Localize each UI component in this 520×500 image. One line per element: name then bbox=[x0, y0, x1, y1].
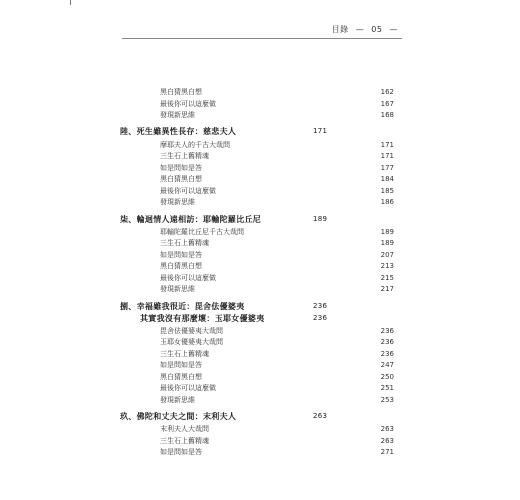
toc-entry-title: 三生石上舊精魂 bbox=[160, 350, 209, 358]
toc-entry-title: 黑白猜黑白想 bbox=[160, 373, 202, 381]
toc-entry-page: 168 bbox=[380, 111, 394, 119]
toc-entry[interactable] bbox=[160, 326, 394, 337]
chapter-title: 陸、死生雖異性長存：慈悲夫人 bbox=[120, 127, 237, 136]
toc-entry[interactable] bbox=[160, 186, 394, 197]
toc-entry-page: 263 bbox=[380, 425, 394, 433]
header-dash-right: — bbox=[389, 25, 398, 34]
toc-entry-title: 最後你可以這麼做 bbox=[160, 384, 216, 392]
toc-entry[interactable] bbox=[160, 99, 394, 110]
toc-entry-page: 171 bbox=[380, 152, 394, 160]
toc-entry[interactable] bbox=[160, 337, 394, 348]
toc-entry[interactable] bbox=[160, 250, 394, 261]
toc-entry-page: 236 bbox=[380, 338, 394, 346]
running-header bbox=[332, 24, 402, 35]
toc-entry[interactable] bbox=[160, 174, 394, 185]
toc-chapter[interactable] bbox=[120, 214, 328, 225]
toc-entry-title: 如是問如是答 bbox=[160, 164, 202, 172]
chapter-title: 其實我沒有那麼壞：玉耶女優婆夷 bbox=[140, 314, 265, 323]
toc-entry-title: 三生石上舊精魂 bbox=[160, 239, 209, 247]
toc-entry[interactable] bbox=[160, 349, 394, 360]
toc-entry-page: 271 bbox=[380, 448, 394, 456]
chapter-page: 263 bbox=[313, 412, 328, 420]
toc-entry-title: 玉耶女優婆夷大哉問 bbox=[160, 338, 223, 346]
toc-entry-title: 毘舍佉優婆夷大哉問 bbox=[160, 327, 223, 335]
toc-entry-title: 耶輸陀羅比丘尼千古大哉問 bbox=[160, 228, 244, 236]
toc-entry-title: 如是問如是答 bbox=[160, 361, 202, 369]
toc-entry[interactable] bbox=[160, 383, 394, 394]
toc-entry-title: 發現新思維 bbox=[160, 285, 195, 293]
chapter-title: 捌、幸福雖我很近：毘舍佉優婆夷 bbox=[120, 302, 245, 311]
toc-entry-page: 213 bbox=[380, 262, 394, 270]
toc-entry[interactable] bbox=[160, 447, 394, 458]
toc-chapter[interactable] bbox=[140, 313, 328, 324]
header-section: 目錄 bbox=[331, 25, 349, 34]
toc-entry-page: 251 bbox=[380, 384, 394, 392]
toc-entry[interactable] bbox=[160, 424, 394, 435]
toc-entry[interactable] bbox=[160, 163, 394, 174]
toc-entry-page: 167 bbox=[380, 100, 394, 108]
toc-entry-page: 184 bbox=[380, 175, 394, 183]
toc-entry-title: 發現新思維 bbox=[160, 396, 195, 404]
header-dash-left: — bbox=[355, 25, 365, 34]
toc-entry[interactable] bbox=[160, 238, 394, 249]
toc-entry-page: 263 bbox=[380, 437, 394, 445]
toc-entry-page: 217 bbox=[380, 285, 394, 293]
toc-entry-title: 最後你可以這麼做 bbox=[160, 274, 216, 282]
chapter-page: 189 bbox=[313, 215, 328, 223]
toc-chapter[interactable] bbox=[120, 126, 328, 137]
toc-entry-title: 黑白猜黑白想 bbox=[160, 262, 202, 270]
toc-entry-title: 最後你可以這麼做 bbox=[160, 100, 216, 108]
toc-entry[interactable] bbox=[160, 273, 394, 284]
toc-entry-page: 247 bbox=[380, 361, 394, 369]
toc-entry-title: 發現新思維 bbox=[160, 111, 195, 119]
toc-entry[interactable] bbox=[160, 360, 394, 371]
toc-entry-title: 如是問如是答 bbox=[160, 448, 202, 456]
toc-entry[interactable] bbox=[160, 395, 394, 406]
toc-entry[interactable] bbox=[160, 140, 394, 151]
toc-entry-page: 250 bbox=[380, 373, 394, 381]
toc-entry-title: 黑白猜黑白想 bbox=[160, 175, 202, 183]
toc-entry-title: 三生石上舊精魂 bbox=[160, 152, 209, 160]
chapter-title: 柒、輪迴情人遠相訪：耶輸陀羅比丘尼 bbox=[120, 215, 262, 224]
toc-entry-title: 末利夫人大哉問 bbox=[160, 425, 209, 433]
chapter-title: 玖、佛陀和丈夫之間：末利夫人 bbox=[120, 412, 237, 421]
toc-entry-page: 236 bbox=[380, 327, 394, 335]
toc-entry[interactable] bbox=[160, 87, 394, 98]
toc-entry-title: 如是問如是答 bbox=[160, 251, 202, 259]
toc-entry[interactable] bbox=[160, 261, 394, 272]
toc-entry-title: 摩耶夫人的千古大哉問 bbox=[160, 141, 230, 149]
toc-entry-page: 189 bbox=[380, 239, 394, 247]
toc-entry[interactable] bbox=[160, 372, 394, 383]
chapter-page: 171 bbox=[313, 127, 328, 135]
toc-entry-page: 171 bbox=[380, 141, 394, 149]
toc-entry-page: 215 bbox=[380, 274, 394, 282]
toc-entry-title: 黑白猜黑白想 bbox=[160, 88, 202, 96]
toc-entry[interactable] bbox=[160, 436, 394, 447]
toc-entry-page: 177 bbox=[380, 164, 394, 172]
toc-chapter[interactable] bbox=[120, 411, 328, 422]
toc-entry-page: 236 bbox=[380, 350, 394, 358]
chapter-page: 236 bbox=[313, 314, 328, 322]
toc-entry-title: 最後你可以這麼做 bbox=[160, 187, 216, 195]
toc-entry-page: 162 bbox=[380, 88, 394, 96]
toc-entry-page: 207 bbox=[380, 251, 394, 259]
toc-entry-title: 三生石上舊精魂 bbox=[160, 437, 209, 445]
toc-entry[interactable] bbox=[160, 284, 394, 295]
header-rule bbox=[122, 38, 402, 39]
toc-entry-page: 186 bbox=[380, 198, 394, 206]
toc-entry-page: 189 bbox=[380, 228, 394, 236]
toc-entry[interactable] bbox=[160, 227, 394, 238]
toc-entry[interactable] bbox=[160, 110, 394, 121]
toc-entry[interactable] bbox=[160, 151, 394, 162]
chapter-page: 236 bbox=[313, 302, 328, 310]
toc-chapter[interactable] bbox=[120, 301, 328, 312]
header-page-number: 05 bbox=[371, 25, 383, 34]
toc-entry-page: 253 bbox=[380, 396, 394, 404]
toc-entry-page: 185 bbox=[380, 187, 394, 195]
gutter-mark bbox=[70, 0, 71, 5]
toc-entry-title: 發現新思維 bbox=[160, 198, 195, 206]
toc-entry[interactable] bbox=[160, 197, 394, 208]
